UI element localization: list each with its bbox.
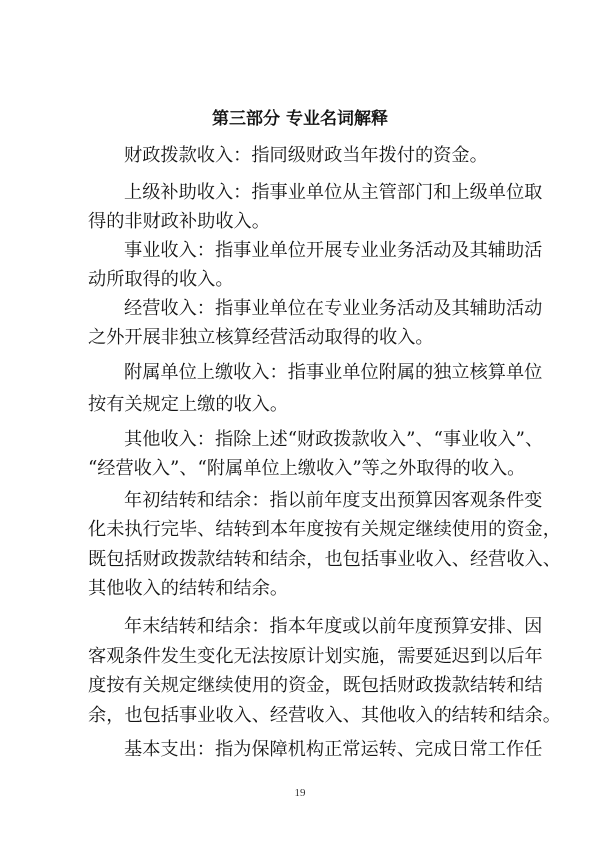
- paragraph-line: 余，也包括事业收入、经营收入、其他收入的结转和结余。: [88, 705, 561, 726]
- paragraph-line: 得的非财政补助收入。: [88, 211, 270, 232]
- paragraph-line: 客观条件发生变化无法按原计划实施，需要延迟到以后年: [88, 646, 543, 667]
- paragraph-line: 化未执行完毕、结转到本年度按有关规定继续使用的资金，: [88, 519, 561, 540]
- paragraph-line: 经营收入：指事业单位在专业业务活动及其辅助活动: [124, 298, 543, 319]
- paragraph-line: 度按有关规定继续使用的资金，既包括财政拨款结转和结: [88, 675, 543, 696]
- paragraph-line: “经营收入”、“附属单位上缴收入”等之外取得的收入。: [88, 458, 526, 479]
- section-title: 第三部分 专业名词解释: [212, 109, 388, 129]
- paragraph-line: 年初结转和结余：指以前年度支出预算因客观条件变: [124, 490, 543, 511]
- paragraph-line: 其他收入：指除上述“财政拨款收入”、“事业收入”、: [124, 429, 544, 450]
- page-number: 19: [294, 787, 306, 799]
- paragraph-line: 年末结转和结余：指本年度或以前年度预算安排、因: [124, 616, 543, 637]
- paragraph-line: 事业收入：指事业单位开展专业业务活动及其辅助活: [124, 240, 543, 261]
- paragraph-line: 动所取得的收入。: [88, 269, 234, 290]
- paragraph-line: 之外开展非独立核算经营活动取得的收入。: [88, 327, 434, 348]
- paragraph-line: 按有关规定上缴的收入。: [88, 394, 289, 415]
- paragraph-line: 附属单位上缴收入：指事业单位附属的独立核算单位: [124, 362, 543, 383]
- paragraph-line: 财政拨款收入：指同级财政当年拨付的资金。: [124, 145, 488, 166]
- paragraph-line: 其他收入的结转和结余。: [88, 578, 289, 599]
- paragraph-line: 基本支出：指为保障机构正常运转、完成日常工作任: [124, 739, 543, 760]
- paragraph-line: 既包括财政拨款结转和结余，也包括事业收入、经营收入、: [88, 549, 561, 570]
- paragraph-line: 上级补助收入：指事业单位从主管部门和上级单位取: [124, 182, 543, 203]
